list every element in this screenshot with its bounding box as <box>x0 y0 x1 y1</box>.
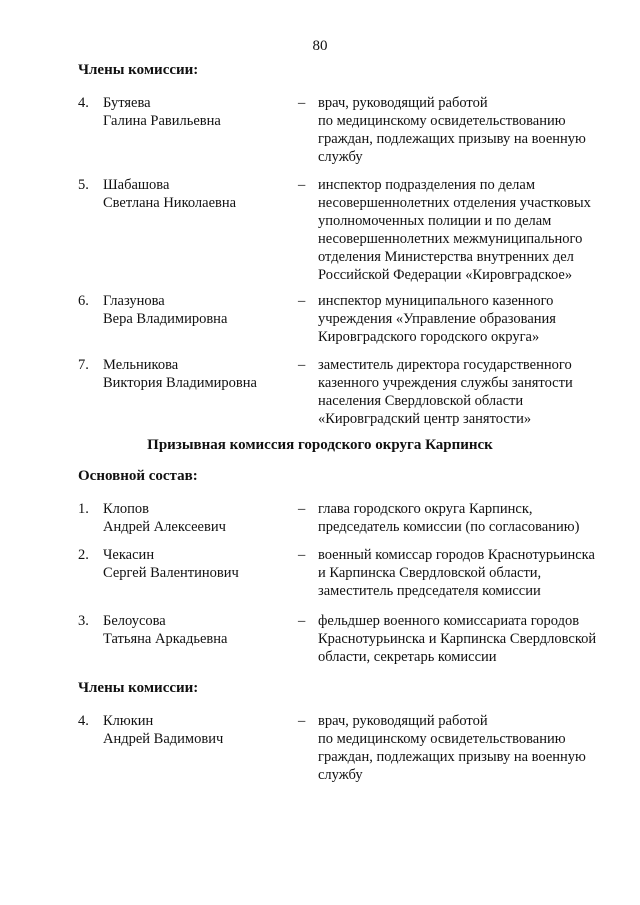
role-line: по медицинскому освидетельствованию <box>318 731 566 747</box>
role-line: врач, руководящий работой <box>318 95 488 111</box>
role-line: заместитель председателя комиссии <box>318 583 541 599</box>
member-name <box>103 176 293 212</box>
member-role <box>318 612 618 666</box>
member-surname: Мельникова <box>103 357 179 373</box>
section-heading-members: Члены комиссии: <box>78 680 199 696</box>
member-role <box>318 176 618 284</box>
member-name <box>103 612 293 648</box>
member-given-name: Виктория Владимировна <box>103 375 257 391</box>
member-surname: Шабашова <box>103 177 170 193</box>
member-given-name: Светлана Николаевна <box>103 195 237 211</box>
role-line: уполномоченных полиции и по делам <box>318 213 552 229</box>
role-line: граждан, подлежащих призыву на военную <box>318 749 586 765</box>
entry-number: 4. <box>78 713 89 729</box>
member-role <box>318 356 618 428</box>
member-name <box>103 292 293 328</box>
role-line: граждан, подлежащих призыву на военную <box>318 131 586 147</box>
entry-dash: – <box>298 713 306 729</box>
role-line: несовершеннолетних межмуниципального <box>318 231 583 247</box>
member-given-name: Татьяна Аркадьевна <box>103 631 228 647</box>
role-line: председатель комиссии (по согласованию) <box>318 519 580 535</box>
role-line: заместитель директора государственного <box>318 357 572 373</box>
member-surname: Чекасин <box>103 547 155 563</box>
member-surname: Клопов <box>103 501 150 517</box>
role-line: инспектор подразделения по делам <box>318 177 535 193</box>
entry-number: 7. <box>78 357 89 373</box>
member-surname: Бутяева <box>103 95 151 111</box>
page-number: 80 <box>312 38 328 54</box>
member-surname: Клюкин <box>103 713 154 729</box>
role-line: врач, руководящий работой <box>318 713 488 729</box>
entry-number: 4. <box>78 95 89 111</box>
member-given-name: Андрей Алексеевич <box>103 519 226 535</box>
member-given-name: Андрей Вадимович <box>103 731 224 747</box>
role-line: учреждения «Управление образования <box>318 311 556 327</box>
role-line: и Карпинска Свердловской области, <box>318 565 542 581</box>
entry-number: 2. <box>78 547 89 563</box>
role-line: области, секретарь комиссии <box>318 649 497 665</box>
entry-number: 5. <box>78 177 89 193</box>
role-line: инспектор муниципального казенного <box>318 293 554 309</box>
section-heading-members: Члены комиссии: <box>78 62 199 78</box>
role-line: Российской Федерации «Кировградское» <box>318 267 573 283</box>
member-given-name: Галина Равильевна <box>103 113 221 129</box>
member-role <box>318 712 618 784</box>
commission-title: Призывная комиссия городского округа Карпинск <box>147 437 493 453</box>
role-line: казенного учреждения службы занятости <box>318 375 573 391</box>
member-role <box>318 94 618 166</box>
member-surname: Глазунова <box>103 293 165 309</box>
role-line: глава городского округа Карпинск, <box>318 501 533 517</box>
member-name <box>103 712 293 748</box>
role-line: службу <box>318 767 363 783</box>
entry-dash: – <box>298 177 306 193</box>
entry-dash: – <box>298 613 306 629</box>
role-line: населения Свердловской области <box>318 393 524 409</box>
role-line: фельдшер военного комиссариата городов <box>318 613 580 629</box>
section-heading-main: Основной состав: <box>78 468 198 484</box>
member-role <box>318 500 618 536</box>
member-given-name: Вера Владимировна <box>103 311 228 327</box>
role-line: по медицинскому освидетельствованию <box>318 113 566 129</box>
role-line: службу <box>318 149 363 165</box>
member-name <box>103 546 293 582</box>
member-name <box>103 94 293 130</box>
entry-dash: – <box>298 501 306 517</box>
role-line: «Кировградский центр занятости» <box>318 411 532 427</box>
role-line: несовершеннолетних отделения участковых <box>318 195 591 211</box>
entry-dash: – <box>298 547 306 563</box>
member-given-name: Сергей Валентинович <box>103 565 239 581</box>
member-surname: Белоусова <box>103 613 166 629</box>
role-line: Кировградского городского округа» <box>318 329 540 345</box>
entry-dash: – <box>298 293 306 309</box>
role-line: Краснотурьинска и Карпинска Свердловской <box>318 631 597 647</box>
member-role <box>318 546 618 600</box>
entry-number: 6. <box>78 293 89 309</box>
entry-number: 1. <box>78 501 89 517</box>
role-line: отделения Министерства внутренних дел <box>318 249 574 265</box>
role-line: военный комиссар городов Краснотурьинска <box>318 547 595 563</box>
member-name <box>103 500 293 536</box>
member-role <box>318 292 618 346</box>
entry-dash: – <box>298 357 306 373</box>
entry-number: 3. <box>78 613 89 629</box>
entry-dash: – <box>298 95 306 111</box>
member-name <box>103 356 293 392</box>
